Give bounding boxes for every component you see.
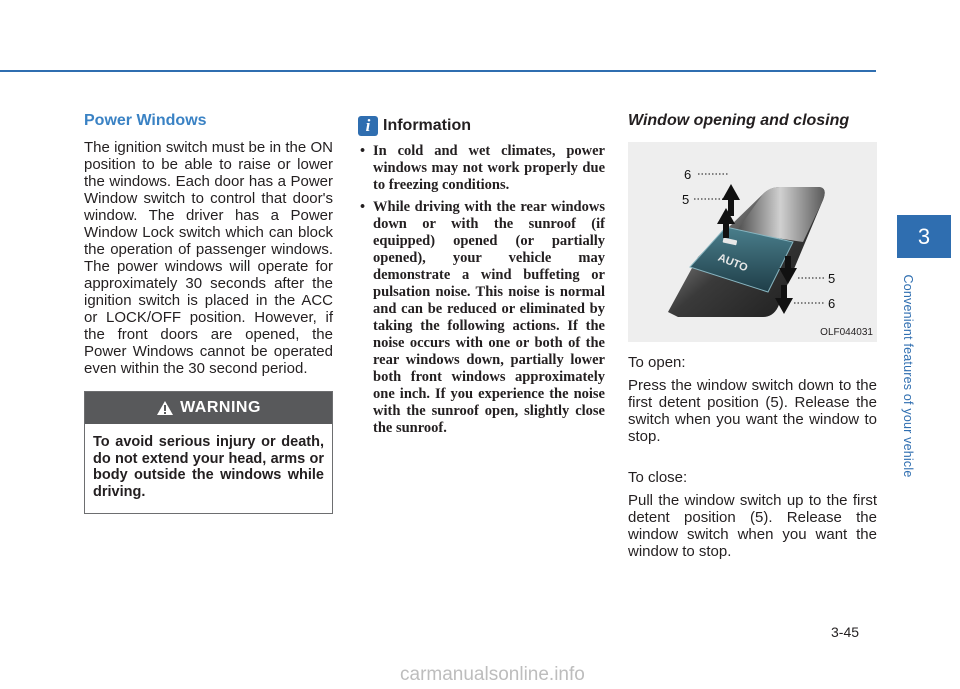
subsection-title: Window opening and closing [628,112,850,129]
information-list [358,143,605,437]
window-switch-illustration [628,142,877,342]
header-rule [0,70,876,72]
section-body: The ignition switch must be in the ON position to be able to raise or lower the windows. Each door has a Power Window switch to control that door's window. The driver has a Power Window Lock switch which can block the operation of passenger windows. The power windows will operate for approximately 30 seconds after the ignition switch is placed in the ACC or LOCK/OFF position. However, if the front doors are opened, the Power Windows cannot be operated even within the 30 second period. [84,139,333,377]
warning-triangle-icon [156,400,174,416]
chapter-label-text: Convenient features of your vehicle [901,274,915,478]
callout-6-bottom: 6 [828,296,836,311]
chapter-label [896,262,920,490]
info-icon: i [358,116,378,136]
callout-5-bottom: 5 [828,271,836,286]
warning-header [85,392,332,424]
window-switch-figure [628,142,877,342]
page-number: 3-45 [831,624,860,640]
callout-6-top: 6 [684,167,692,182]
chapter-tab: 3 [897,215,951,258]
callout-5-top: 5 [682,192,690,207]
power-windows-section [84,108,333,514]
close-text: Pull the window switch up to the first detent position (5). Release the window switch when you want the window to stop. [628,492,877,560]
close-label: To close: [628,469,688,486]
list-item: • In cold and wet climates, power windows may not work properly due to freezing conditions. [358,143,605,194]
watermark: carmanualsonline.info [400,664,585,685]
information-header [358,116,605,136]
figure-code: OLF044031 [820,327,873,338]
auto-label: AUTO [716,251,750,275]
list-item: • While driving with the rear windows down or with the sunroof (if equipped) opened (or partially opened), your vehicle may demonstrate a wind buffeting or pulsation noise. This noise is normal and can be reduced or eliminated by taking the following actions. If the noise occurs with one or both of the rear windows down, partially lower both front windows approximately one inch. If you experience the noise with the sunroof open, slightly close the sunroof. [358,199,605,437]
window-operation-section [628,108,877,566]
warning-box [84,391,333,514]
warning-label: WARNING [180,399,261,416]
open-label: To open: [628,354,686,371]
warning-text: To avoid serious injury or death, do not extend your head, arms or body outside the windows while driving. [93,434,324,500]
information-section [358,108,605,442]
section-title: Power Windows [84,112,207,129]
information-title: Information [383,117,471,134]
open-text: Press the window switch down to the first detent position (5). Release the switch when you want the window to stop. [628,377,877,445]
